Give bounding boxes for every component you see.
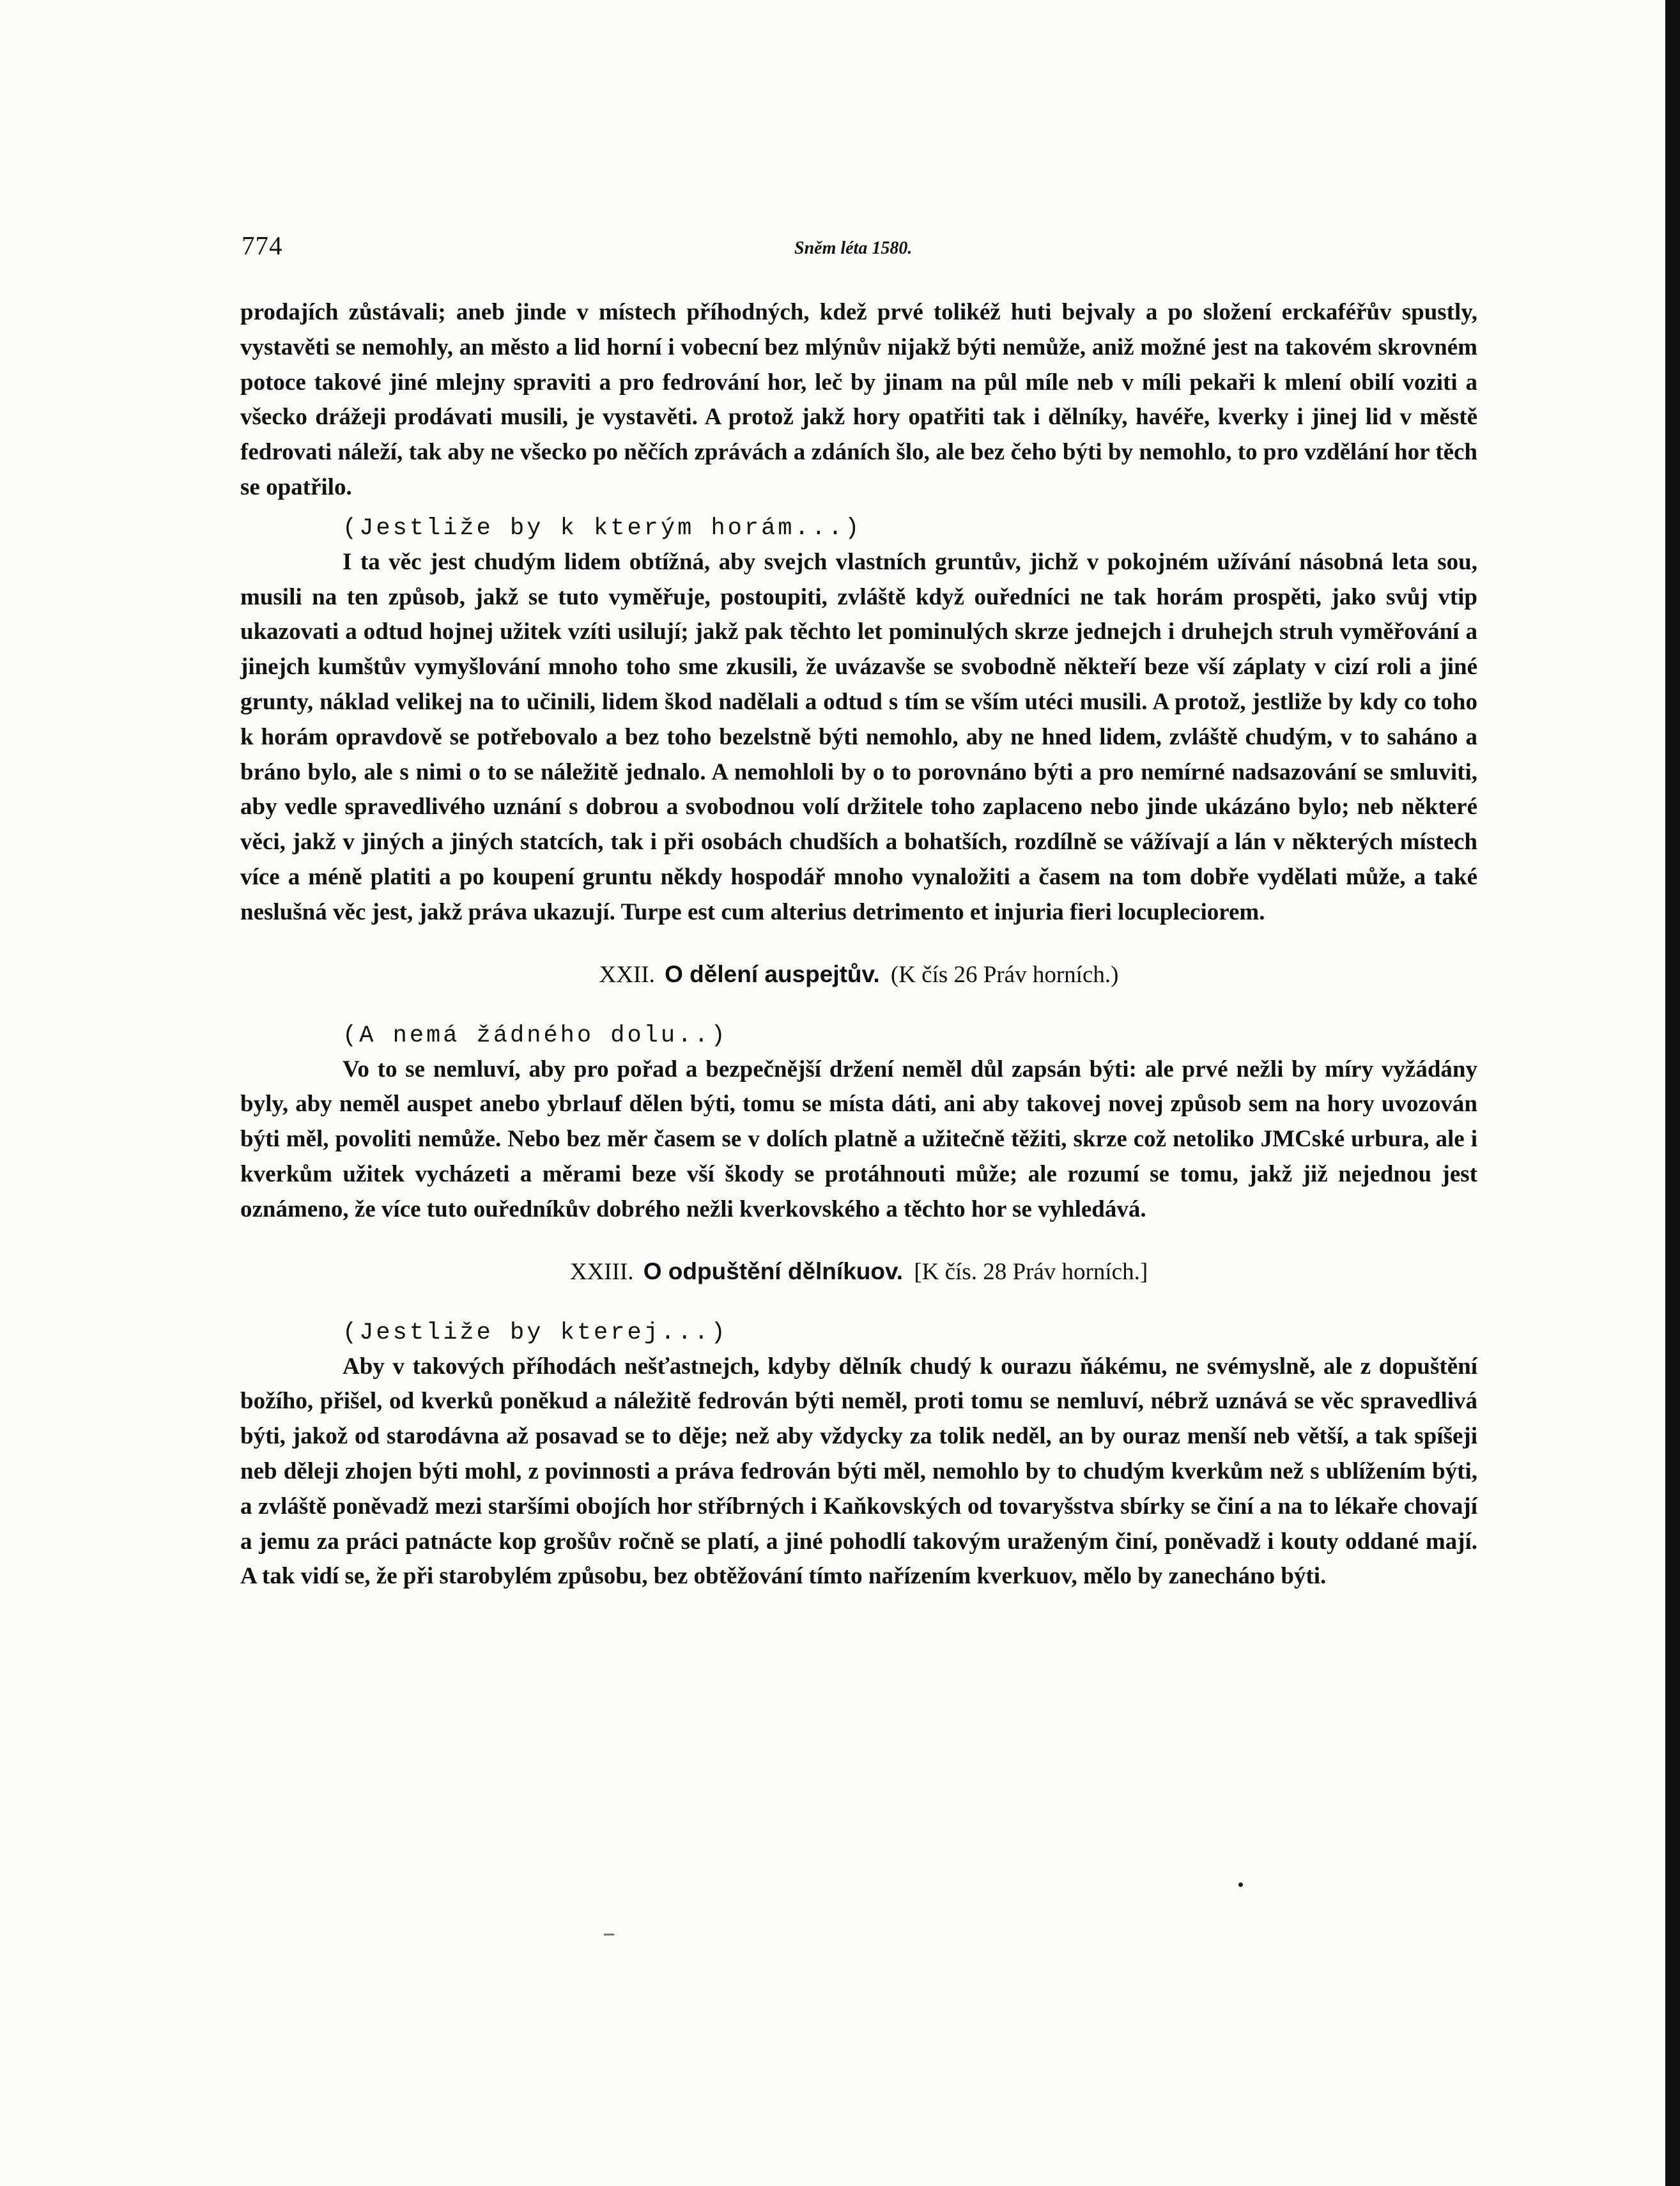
incipit-quote: (Jestliže by k kterým horám...) bbox=[343, 514, 862, 542]
section-title: O dělení auspejtův. bbox=[665, 960, 880, 987]
paragraph: Aby v takových příhodách nešťastnejch, kdyby dělník chudý k ourazu ňákému, ne svémyslně, ale z dopuštění božího, přišel, od kverků poněkud a náležitě fedrován býti neměl, proti tomu se nemluví, nébrž uznává se věc spravedlivá býti, jakož od starodávna až posavad se to děje; než aby vždycky za tolik neděl, an by ouraz menší neb větší, a tak spíšeji neb děleji zhojen býti mohl, z povinnosti a práva fedrován býti měl, nemohlo by to chudým kverkům než s ublížením býti, a zvláště poněvadž mezi staršími obojích hor stříbrných i Kaňkovských od tovaryšstva sbírky se činí a na to lékaře chovají a jemu za práci patnácte kop grošův ročně se platí, a jiné pohodlí takovým uraženým činí, poněvadž i kouty oddané mají. A tak vidí se, že při starobylém způsobu, bez obtěžování tímto nařízením kverkuov, mělo by zanecháno býti. bbox=[240, 1353, 1477, 1590]
paragraph: Vo to se nemluví, aby pro pořad a bezpečnější držení neměl důl zapsán býti: ale prvé nežli by míry vyžádány byly, aby neměl auspet anebo ybrlauf dělen býti, tomu se místa dáti, ani aby takovej novej způsob sem na hory uvozován býti měl, povoliti nemůže. Nebo bez měr časem se v dolích platně a užitečně těžiti, skrze což netoliko JMCské urbura, ale i kverkům užitek vycházeti a měrami beze vší škody se protáhnouti může; ale rozumí se tomu, jakž již nejednou jest oznámeno, že více tuto ouředníkův dobrého nežli kverkovského a těchto hor se vyhledává. bbox=[240, 1056, 1477, 1222]
section-reference: [K čís. 28 Práv horních.] bbox=[914, 1258, 1148, 1285]
section-number: XXIII. bbox=[569, 1258, 634, 1285]
incipit-quote: (A nemá žádného dolu..) bbox=[343, 1022, 728, 1049]
page-number: 774 bbox=[242, 231, 283, 260]
page-header bbox=[240, 228, 1477, 266]
scan-speck bbox=[604, 1934, 614, 1936]
paragraph: I ta věc jest chudým lidem obtížná, aby svejch vlastních gruntův, jichž v pokojném užívání násobná leta sou, musili na ten způsob, jakž se tuto vyměřuje, postoupiti, zvláště když ouředníci ne tak horám prospěti, jako svůj vtip ukazovati a odtud hojnej užitek vzíti usilují; jakž pak těchto let pominulých skrze jednejch i druhejch struh vyměřování a jinejch kumštův vymyšlování mnoho toho sme zkusili, že uvázavše se svobodně někteří beze vší záplaty v cizí roli a jiné grunty, náklad velikej na to učinili, lidem škod nadělali a odtud s tím se vším utéci musili. A protož, jestliže by kdy co toho k horám opravdově se potřebovalo a bez toho bezelstně býti nemohlo, aby ne hned lidem, zvláště chudým, v to saháno a bráno bylo, ale s nimi o to se náležitě jednalo. A nemohloli by o to porovnáno býti a pro nemírné nadsazování se smluviti, aby vedle spravedlivého uznání s dobrou a svobodnou volí držitele toho zaplaceno nebo jinde ukázáno bylo; neb některé věci, jakž v jiných a jiných statcích, tak i při osobách chudších a bohatších, rozdílně se vážívají a lán v některých místech více a méně platiti a po koupení gruntu někdy hospodář mnoho vynaložiti a časem na tom dobře vydělati může, a také neslušná věc jest, jakž práva ukazují. Turpe est cum alterius detrimento et injuria fieri locupleciorem. bbox=[240, 548, 1477, 925]
section-heading-xxii bbox=[240, 957, 1477, 992]
running-head: Sněm léta 1580. bbox=[794, 238, 913, 258]
section-heading-xxiii bbox=[240, 1254, 1477, 1289]
incipit-quote: (Jestliže by kterej...) bbox=[343, 1319, 728, 1346]
section-title: O odpuštění dělníkuov. bbox=[643, 1258, 904, 1284]
section-reference: (K čís 26 Práv horních.) bbox=[890, 961, 1119, 988]
scan-border bbox=[1665, 0, 1680, 2186]
scan-speck bbox=[1238, 1882, 1243, 1887]
body-text bbox=[240, 295, 1477, 1594]
paragraph-continuation: prodajích zůstávali; aneb jinde v místech příhodných, kdež prvé tolikéž huti bejvaly a po složení erckaféřův spustly, vystavěti se nemohly, an město a lid horní i vobecní bez mlýnův nijakž býti nemůže, aniž možné jest na takovém skrovném potoce takové jiné mlejny spraviti a pro fedrování hor, leč by jinam na půl míle neb v míli pekaři k mlení obilí voziti a všecko drážeji prodávati musili, je vystavěti. A protož jakž hory opatřiti tak i dělníky, havéře, kverky i jinej lid v městě fedrovati náleží, tak aby ne všecko po něčích zprávách a zdáních šlo, ale bez čeho býti by nemohlo, to pro vzdělání hor těch se opatřilo. bbox=[240, 299, 1477, 500]
section-number: XXII. bbox=[599, 961, 655, 988]
